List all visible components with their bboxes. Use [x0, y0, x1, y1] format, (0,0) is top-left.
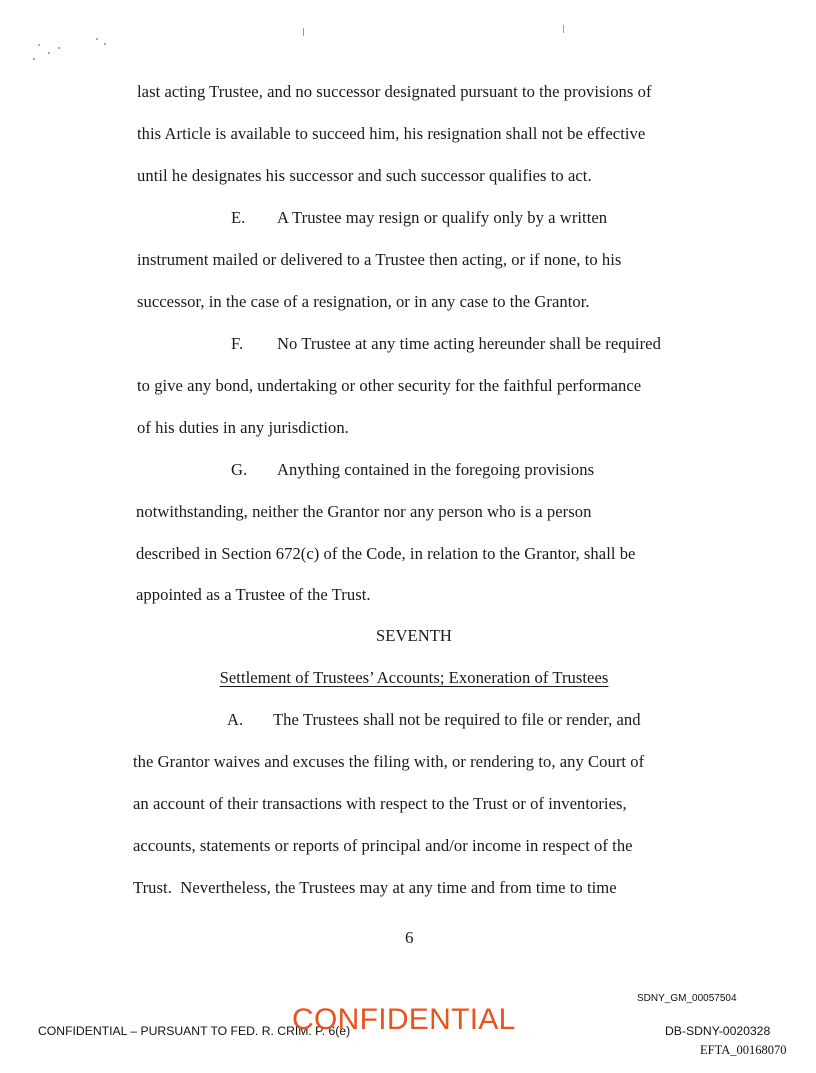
efta-number: EFTA_00168070 [700, 1043, 787, 1057]
paragraph-e-first-line [231, 208, 607, 228]
paragraph-g-first-line [231, 460, 594, 480]
bates-number-db: DB-SDNY-0020328 [665, 1024, 771, 1038]
body-line: instrument mailed or delivered to a Trustee then acting, or if none, to his [137, 250, 622, 269]
body-line: successor, in the case of a resignation, or in any case to the Grantor. [137, 292, 590, 311]
body-line: appointed as a Trustee of the Trust. [136, 585, 371, 604]
page-number: 6 [405, 928, 414, 947]
body-line: notwithstanding, neither the Grantor nor any person who is a person [136, 502, 592, 521]
body-line: described in Section 672(c) of the Code, in relation to the Grantor, shall be [136, 544, 636, 563]
paragraph-label: F. [231, 334, 244, 353]
body-line: this Article is available to succeed him, his resignation shall not be effective [137, 124, 646, 143]
body-line: to give any bond, undertaking or other security for the faithful performance [137, 376, 642, 395]
body-line: the Grantor waives and excuses the filing with, or rendering to, any Court of [133, 752, 645, 771]
body-line: accounts, statements or reports of principal and/or income in respect of the [133, 836, 633, 855]
body-text: Anything contained in the foregoing provisions [277, 460, 595, 479]
article-subheading: Settlement of Trustees’ Accounts; Exoneration of Trustees [219, 668, 609, 687]
paragraph-label: A. [227, 710, 244, 729]
body-text: A Trustee may resign or qualify only by a written [277, 208, 608, 227]
body-line: of his duties in any jurisdiction. [137, 418, 349, 437]
bates-number-small: SDNY_GM_00057504 [637, 993, 737, 1004]
paragraph-f-first-line [231, 334, 661, 354]
confidential-notice: CONFIDENTIAL – PURSUANT TO FED. R. CRIM. P. 6(e) [38, 1024, 351, 1038]
body-line: Trust. Nevertheless, the Trustees may at any time and from time to time [133, 878, 617, 897]
body-text: No Trustee at any time acting hereunder shall be required [277, 334, 661, 353]
confidential-stamp: CONFIDENTIAL [292, 1003, 516, 1036]
paragraph-label: E. [231, 208, 246, 227]
body-line: an account of their transactions with respect to the Trust or of inventories, [133, 794, 627, 813]
paragraph-a-first-line [227, 710, 641, 730]
body-line: until he designates his successor and such successor qualifies to act. [137, 166, 592, 185]
article-heading: SEVENTH [376, 626, 452, 645]
body-line: last acting Trustee, and no successor designated pursuant to the provisions of [137, 82, 652, 101]
paragraph-label: G. [231, 460, 248, 479]
body-text: The Trustees shall not be required to file or render, and [273, 710, 641, 729]
